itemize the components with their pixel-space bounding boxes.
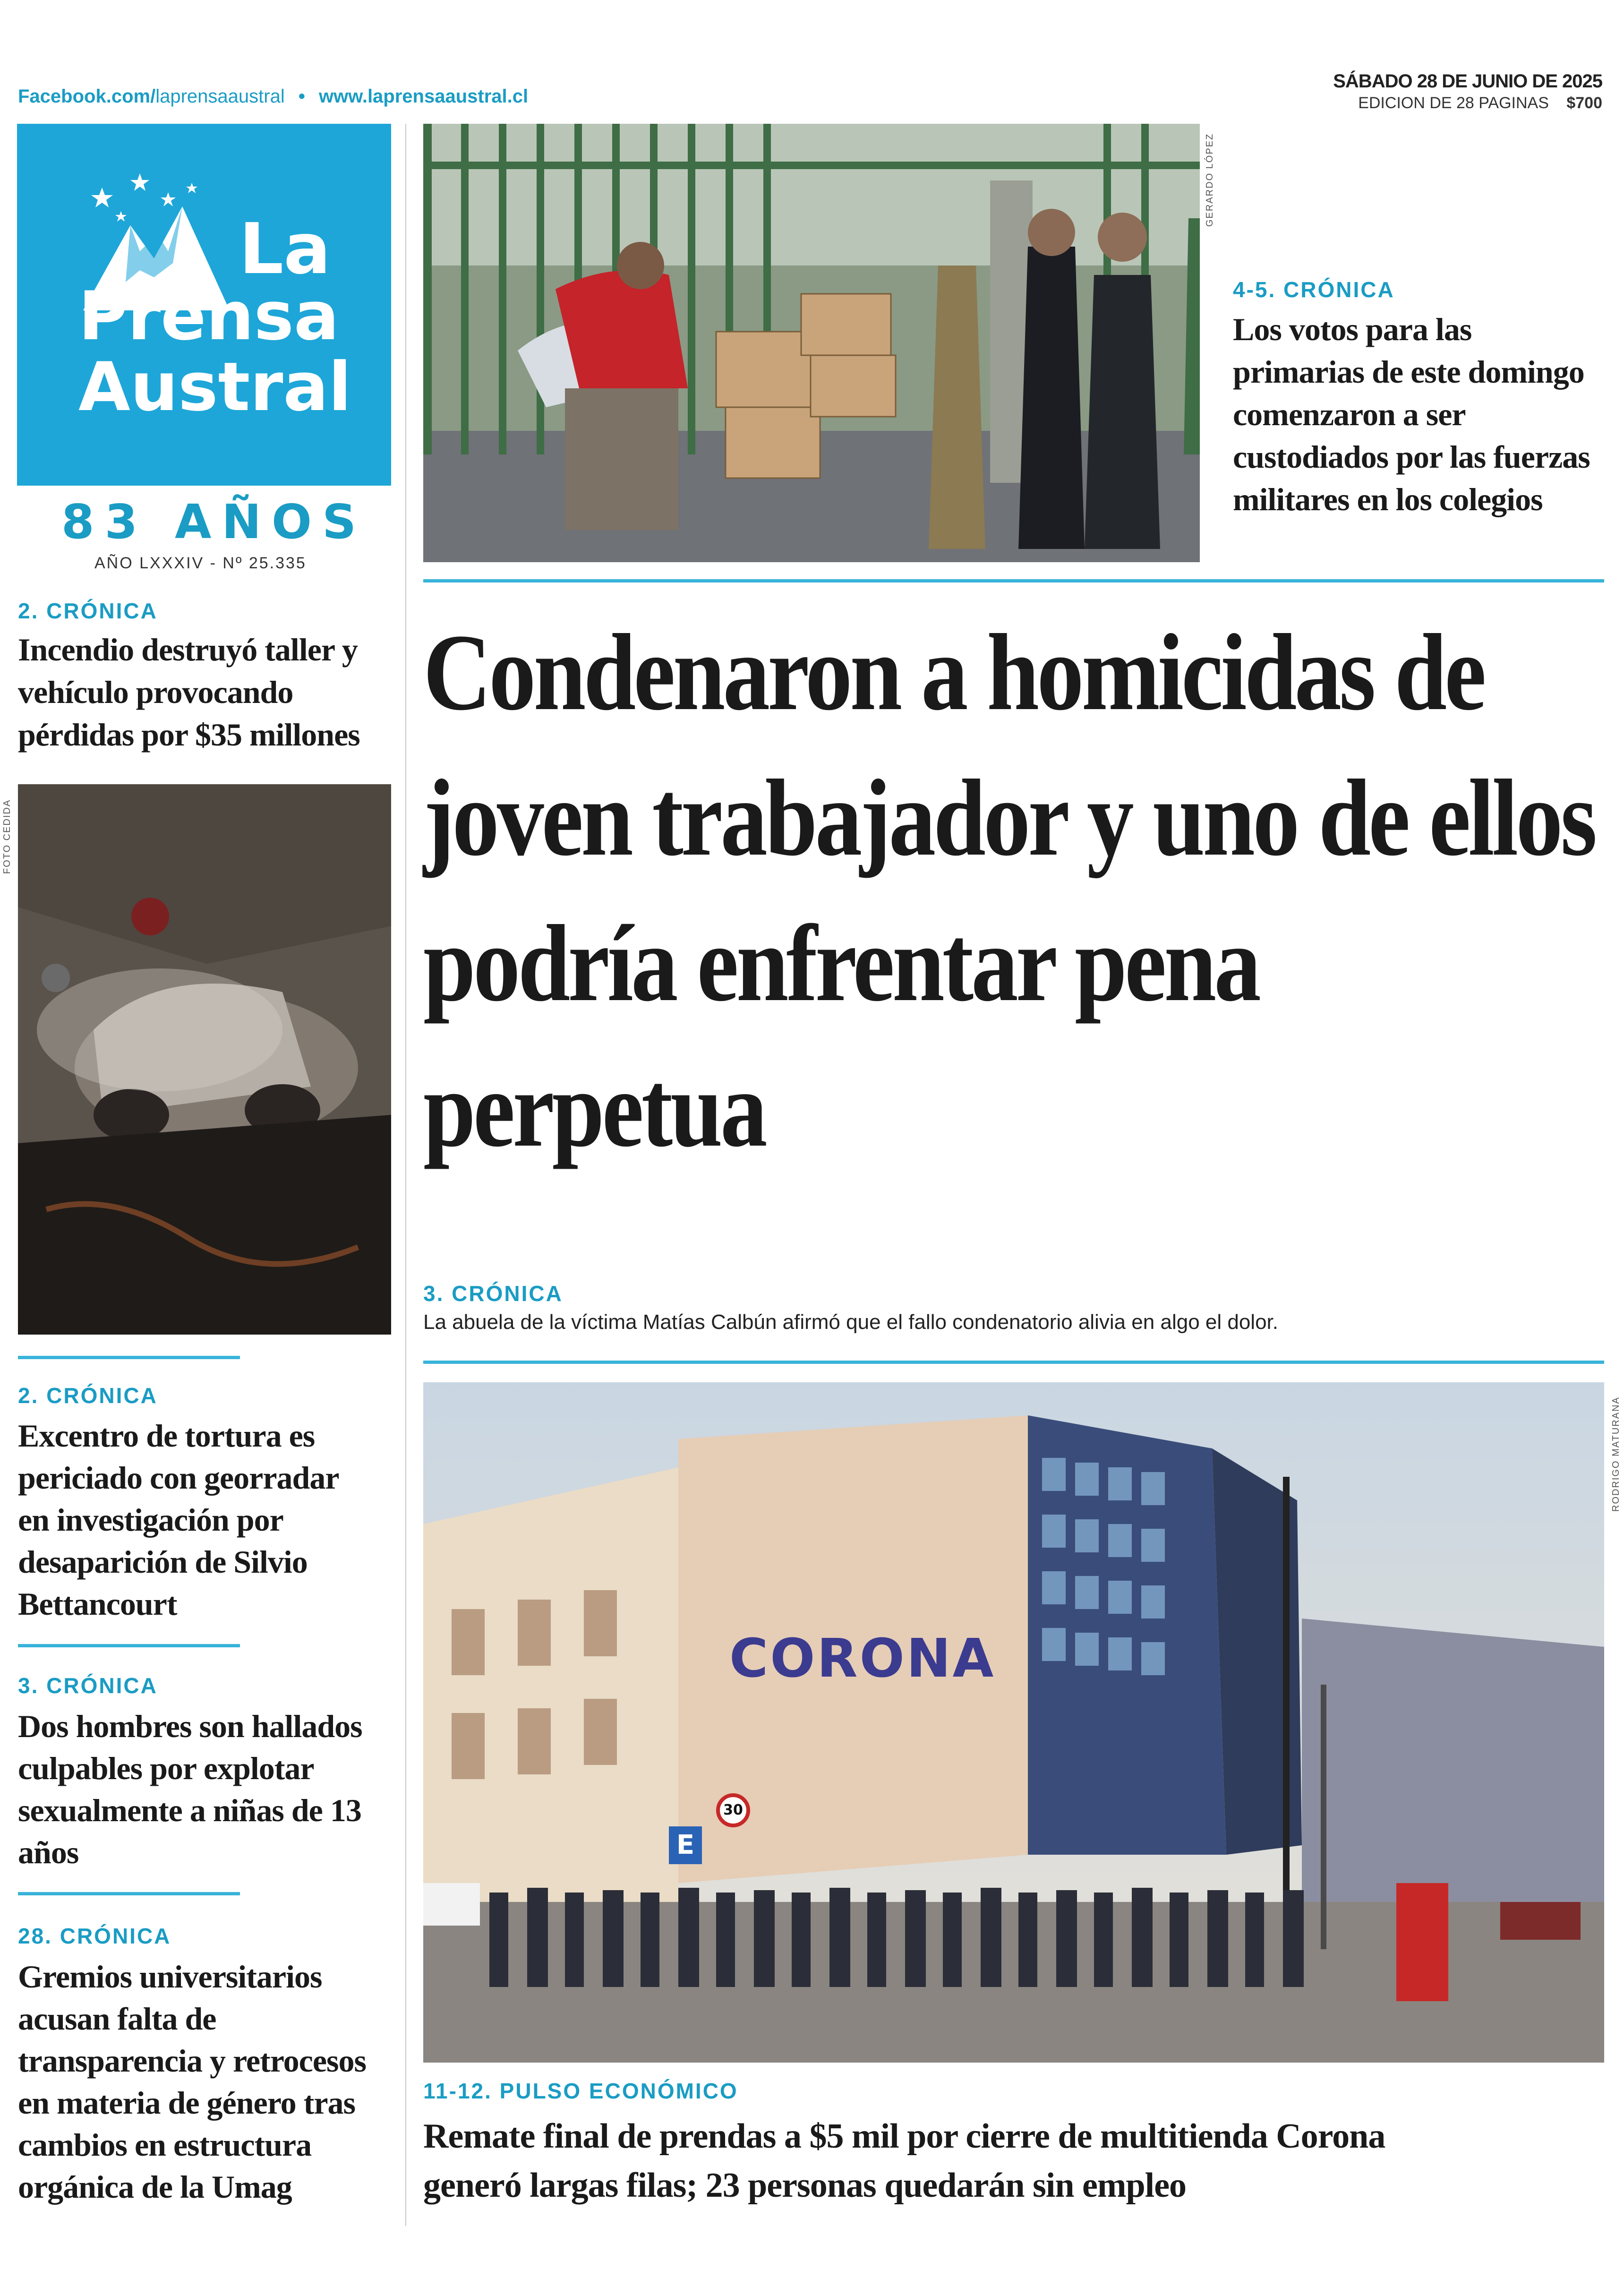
facebook-handle: laprensaaustral: [155, 86, 285, 107]
social-links: [18, 85, 528, 108]
fire-story-headline[interactable]: Incendio destruyó taller y vehículo provocando pérdidas por $35 millones: [18, 632, 360, 753]
speed-limit-sign: [716, 1793, 750, 1827]
facebook-link[interactable]: [18, 86, 290, 107]
sidebar-story-1-kicker: 2. CRÓNICA: [18, 1383, 158, 1408]
logo-word-austral: Austral: [78, 348, 351, 426]
logo-box: [17, 124, 391, 486]
corona-store-photo: [423, 1382, 1604, 2063]
bottom-story-kicker: 11-12. PULSO ECONÓMICO: [423, 2079, 738, 2103]
price: $700: [1566, 94, 1602, 112]
corona-store-sign: CORONA: [729, 1628, 996, 1689]
fire-story-kicker: 2. CRÓNICA: [18, 599, 158, 623]
sidebar-story-2-kicker: 3. CRÓNICA: [18, 1673, 158, 1698]
sidebar-story-3-kicker: 28. CRÓNICA: [18, 1924, 171, 1948]
link-separator: •: [298, 86, 305, 107]
column-separator: [405, 124, 406, 2226]
website-link[interactable]: [319, 86, 528, 107]
sidebar-story-2-headline[interactable]: Dos hombres son hallados culpables por explotar sexualmente a niñas de 13 años: [18, 1708, 362, 1870]
main-story-deck: La abuela de la víctima Matías Calbún afirmó que el fallo condenatorio alivia en algo el dolor.: [423, 1310, 1278, 1334]
bottom-story-headline[interactable]: Remate final de prendas a $5 mil por cierre de multitienda Corona generó largas filas; 23 personas quedarán sin empleo: [423, 2117, 1385, 2205]
divider-sidebar-3: [18, 1892, 240, 1895]
street-sign: [669, 1826, 702, 1864]
speed-limit-value: 30: [723, 1802, 743, 1818]
top-story-kicker: 4-5. CRÓNICA: [1233, 277, 1395, 302]
main-story-kicker: 3. CRÓNICA: [423, 1281, 563, 1306]
anniversary-label: 83 AÑOS: [61, 494, 367, 549]
logo-word-prensa: Prensa: [78, 277, 339, 355]
divider-main-top: [423, 579, 1604, 582]
top-story-headline[interactable]: Los votos para las primarias de este domingo comenzaron a ser custodiados por las fuerzas militares en los colegios: [1233, 311, 1590, 517]
fire-photo-credit: FOTO CEDIDA: [2, 799, 12, 874]
date-block: [1333, 70, 1602, 113]
edition-pages: EDICION DE 28 PAGINAS: [1358, 94, 1549, 112]
sidebar-story-1-headline[interactable]: Excentro de tortura es periciado con georradar en investigación por desaparición de Silvio Bettancourt: [18, 1418, 339, 1622]
website-label: www.laprensaaustral.cl: [318, 86, 529, 107]
edition-line: [1333, 93, 1602, 113]
divider-sidebar-1: [18, 1356, 240, 1359]
corona-photo-credit: RODRIGO MATURANA: [1611, 1396, 1621, 1512]
top-photo-credit: GERARDO LÓPEZ: [1205, 133, 1215, 227]
street-sign-letter: E: [676, 1830, 695, 1860]
divider-sidebar-2: [18, 1644, 240, 1647]
logo-word-la: La: [239, 208, 331, 290]
soldiers-boxes-photo: [423, 124, 1200, 562]
main-headline[interactable]: Condenaron a homicidas de joven trabajador y uno de ellos podría enfrentar pena perpetua: [423, 612, 1595, 1170]
fire-photo: [18, 784, 391, 1335]
issue-number: AÑO LXXXIV - Nº 25.335: [94, 554, 307, 572]
sidebar-story-3-headline[interactable]: Gremios universitarios acusan falta de transparencia y retrocesos en materia de género tras cambios en estructura orgánica de la Umag: [18, 1959, 366, 2205]
issue-date: SÁBADO 28 DE JUNIO DE 2025: [1333, 71, 1602, 92]
facebook-label: Facebook.com/: [18, 86, 156, 107]
divider-main-bottom: [423, 1361, 1604, 1364]
